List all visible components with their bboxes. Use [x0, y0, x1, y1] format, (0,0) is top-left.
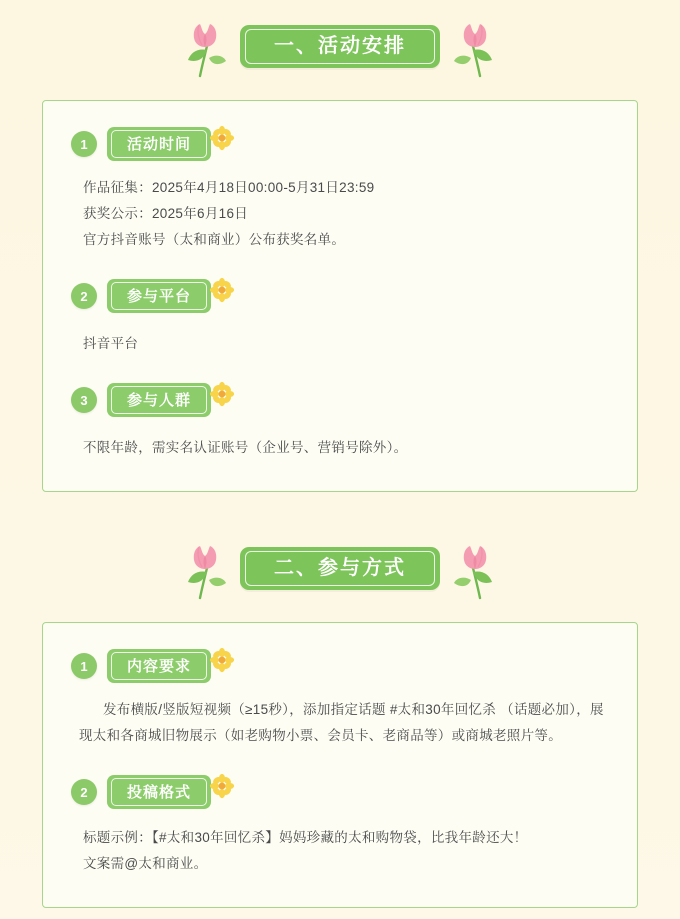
section-1-title: 一、活动安排 [274, 34, 406, 57]
daisy-flower-icon [209, 647, 235, 673]
list-item [71, 383, 609, 417]
item-title: 参与人群 [127, 392, 192, 409]
tulip-flower-icon [178, 14, 232, 78]
item-body [83, 331, 609, 357]
body-line: 文案需@太和商业。 [83, 856, 208, 871]
body-line: 不限年龄，需实名认证账号（企业号、营销号除外）。 [83, 440, 408, 455]
tulip-flower-icon [448, 536, 502, 600]
item-number: 2 [71, 283, 97, 309]
section-1-banner [240, 25, 440, 68]
item-title-pill [107, 127, 211, 161]
tulip-flower-icon [448, 14, 502, 78]
item-title-pill [107, 383, 211, 417]
daisy-flower-icon [209, 773, 235, 799]
item-body [83, 825, 609, 877]
item-body [83, 435, 609, 461]
body-line: 标题示例：【#太和30年回忆杀】妈妈珍藏的太和购物袋，比我年龄还大！ [83, 830, 528, 845]
tulip-flower-icon [178, 536, 232, 600]
daisy-flower-icon [209, 125, 235, 151]
item-body [83, 175, 609, 253]
item-body [79, 697, 605, 749]
list-item [71, 127, 609, 161]
item-number: 3 [71, 387, 97, 413]
item-title: 投稿格式 [127, 784, 192, 801]
item-number: 2 [71, 779, 97, 805]
list-item [71, 649, 609, 683]
item-title: 参与平台 [127, 288, 192, 305]
item-title: 内容要求 [127, 658, 192, 675]
item-number: 1 [71, 653, 97, 679]
section-2-banner [240, 547, 440, 590]
body-line: 官方抖音账号（太和商业）公布获奖名单。 [83, 232, 346, 247]
item-number: 1 [71, 131, 97, 157]
item-title-pill [107, 649, 211, 683]
item-title: 活动时间 [127, 136, 192, 153]
section-2-heading [0, 536, 680, 600]
body-line: 发布横版/竖版短视频（≥15秒），添加指定话题 #太和30年回忆杀 （话题必加），展现太和各商城旧物展示（如老购物小票、会员卡、老商品等）或商城老照片等。 [79, 702, 604, 743]
section-1-card [42, 100, 638, 492]
item-title-pill [107, 775, 211, 809]
body-line: 获奖公示：2025年6月16日 [83, 206, 249, 221]
body-line: 抖音平台 [83, 336, 139, 351]
section-1-heading [0, 0, 680, 78]
section-2-card [42, 622, 638, 908]
body-line: 作品征集：2025年4月18日00:00-5月31日23:59 [83, 180, 375, 195]
section-2-title: 二、参与方式 [274, 556, 406, 579]
list-item [71, 775, 609, 809]
daisy-flower-icon [209, 277, 235, 303]
list-item [71, 279, 609, 313]
daisy-flower-icon [209, 381, 235, 407]
item-title-pill [107, 279, 211, 313]
